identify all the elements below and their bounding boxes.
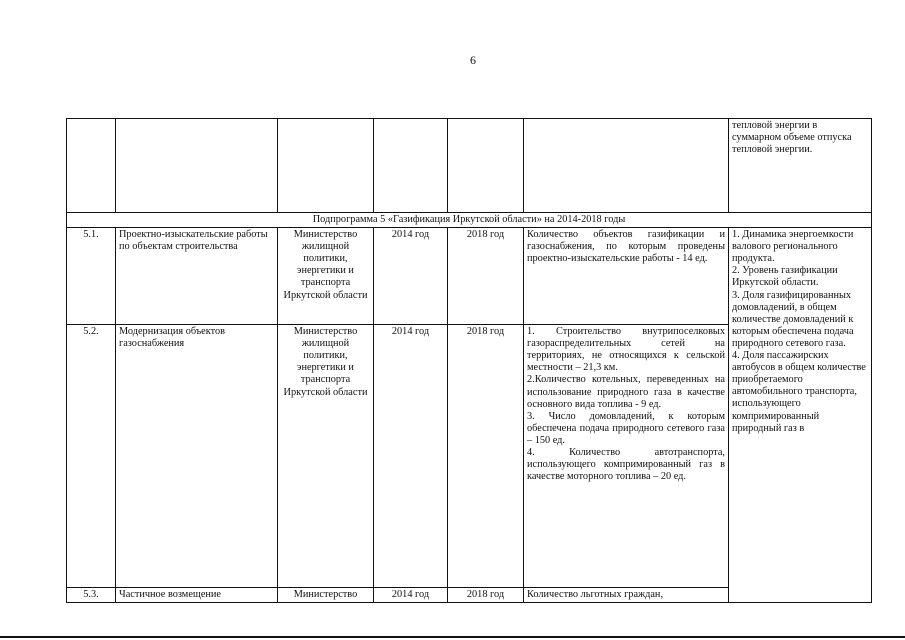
page-number: 6 [470,53,476,67]
cell-empty [374,119,448,213]
result-item: 2.Количество котельных, переведенных на использование природного газа в качестве основного вида топлива - 9 ед. [527,374,725,410]
continuation-row [67,119,872,213]
row-number: 5.2. [67,325,116,588]
page-bottom-edge [0,636,905,638]
executor: Министерство [278,588,374,603]
row-number: 5.1. [67,228,116,325]
program-table [66,118,872,603]
result-item: 1. Строительство внутрипоселковых газораспределительных сетей на территориях, не относящихся к сельской местности – 21,3 км. [527,326,725,374]
subprogram-title: Подпрограмма 5 «Газификация Иркутской области» на 2014-2018 годы [67,213,872,228]
expected-result [524,588,729,603]
cell-empty [67,119,116,213]
result-item: Количество объектов газификации и газоснабжения, по которым проведены проектно-изыскательские работы - 14 ед. [527,229,725,265]
end-year: 2018 год [448,588,524,603]
row-number: 5.3. [67,588,116,603]
event-name: Модернизация объектов газоснабжения [116,325,278,588]
start-year: 2014 год [374,325,448,588]
event-name: Частичное возмещение [116,588,278,603]
cell-empty [116,119,278,213]
target-indicators: 1. Динамика энергоемкости валового регионального продукта. 2. Уровень газификации Иркутской области. 3. Доля газифицированных домовладений, в общем количестве домовладений к которым обеспечена подача природного сетевого газа. 4. Доля пассажирских автобусов в общем количестве приобретаемого автомобильного транспорта, использующего компримированный природный газ в [729,228,872,603]
end-year: 2018 год [448,228,524,325]
cell-empty [278,119,374,213]
start-year: 2014 год [374,588,448,603]
subprogram-row [67,213,872,228]
continuation-indicator: тепловой энергии в суммарном объеме отпуска тепловой энергии. [729,119,872,213]
expected-result [524,325,729,588]
executor: Министерство жилищной политики, энергетики и транспорта Иркутской области [278,325,374,588]
end-year: 2018 год [448,325,524,588]
result-item: 4. Количество автотранспорта, использующего компримированный газ в качестве моторного топлива – 20 ед. [527,447,725,483]
result-item: Количество льготных граждан, [527,589,664,601]
start-year: 2014 год [374,228,448,325]
event-name: Проектно-изыскательские работы по объектам строительства [116,228,278,325]
cell-empty [524,119,729,213]
cell-empty [448,119,524,213]
expected-result [524,228,729,325]
table-row [67,228,872,325]
executor: Министерство жилищной политики, энергетики и транспорта Иркутской области [278,228,374,325]
result-item: 3. Число домовладений, к которым обеспечена подача природного сетевого газа – 150 ед. [527,410,725,446]
